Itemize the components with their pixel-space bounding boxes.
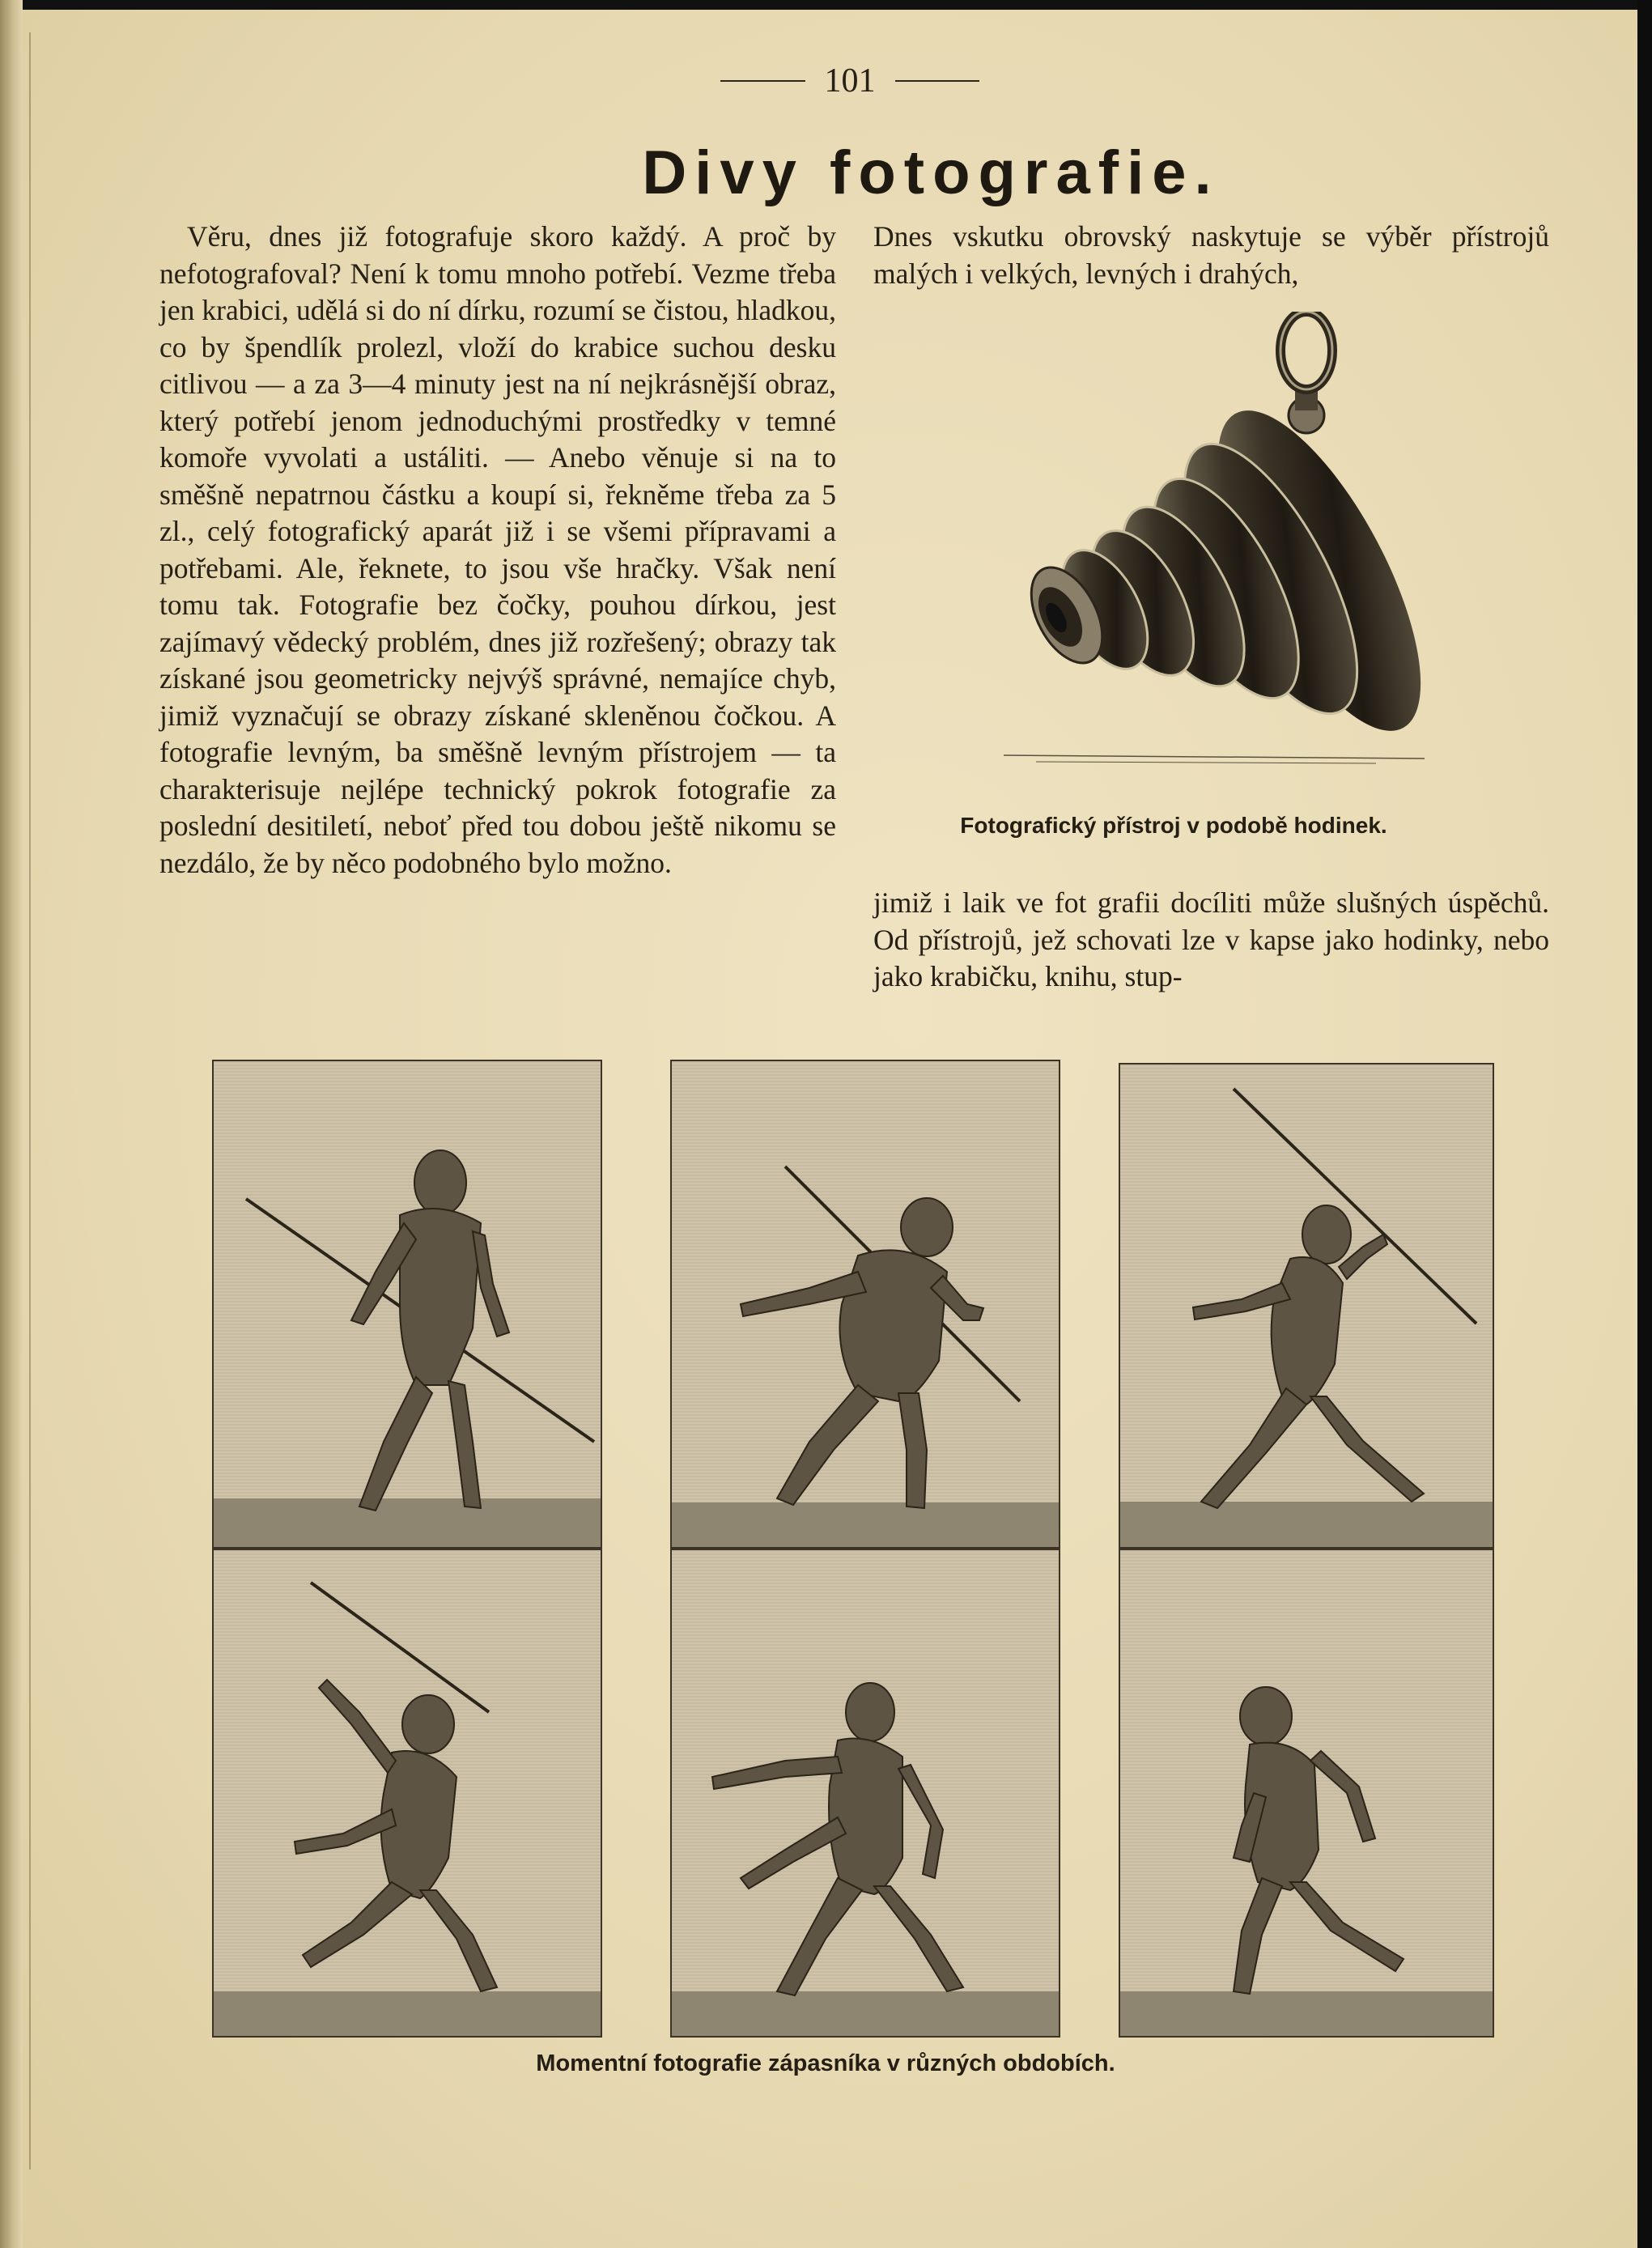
athlete-photo-3 bbox=[1119, 1063, 1494, 1549]
athlete-photo-5 bbox=[670, 1549, 1060, 2038]
gutter-line bbox=[29, 32, 31, 2169]
right-paragraph-top: Dnes vskutku obrovský naskytuje se výběr přístrojů malých i velkých, levných i drahých, bbox=[873, 220, 1549, 290]
header-rule-left bbox=[720, 80, 805, 82]
athlete-photo-2 bbox=[670, 1060, 1060, 1549]
page-number-header bbox=[720, 57, 979, 105]
page-number: 101 bbox=[824, 62, 876, 100]
right-column-top bbox=[873, 219, 1549, 292]
athlete-photos-caption: Momentní fotografie zápasníka v různých obdobích. bbox=[536, 2050, 1115, 2076]
book-gutter bbox=[0, 0, 23, 2248]
pocket-camera-illustration bbox=[971, 312, 1457, 797]
left-paragraph: Věru, dnes již fotografuje skoro každý. A proč by nefotografoval? Není k tomu mnoho potřebí. Vezme třeba jen krabici, udělá si do ní dírku, rozumí se čistou, hladkou, co by špendlík prolezl, vloží do krabice suchou desku citlivou — a za 3—4 minuty jest na ní nejkrásnější obraz, který potřebí jenom jednoduchými prostředky v temné komoře vyvolati a ustáliti. — Anebo věnuje si na to směšně nepatrnou částku a koupí si, řekněme třeba za 5 zl., celý fotografický aparát již i se všemi přípravami a potřebami. Ale, řeknete, to jsou vše hračky. Však není tomu tak. Fotografie bez čočky, pouhou dírkou, jest zajímavý vědecký problém, dnes již rozřešený; obrazy tak získané jsou geometricky nejvýš správné, nemajíce chyb, jimiž vyznačují se obrazy získané skleněnou čočkou. A fotografie levným, ba směšně levným přístrojem — ta charakterisuje nejlépe technický pokrok fotografie za poslední desitiletí, neboť před tou dobou ještě nikomu se nezdálo, že by něco podobného bylo možno. bbox=[159, 220, 836, 879]
athlete-photo-1 bbox=[212, 1060, 602, 1549]
right-paragraph-bottom: jimiž i laik ve fot grafii docíliti může slušných úspěchů. Od přístrojů, jež schovati lze v kapse jako hodinky, nebo jako krabičku, knihu, stup- bbox=[873, 886, 1549, 992]
article-title: Divy fotografie. bbox=[642, 138, 1220, 207]
right-column-bottom bbox=[873, 885, 1549, 996]
athlete-photo-6 bbox=[1119, 1549, 1494, 2038]
camera-caption: Fotografický přístroj v podobě hodinek. bbox=[960, 813, 1387, 838]
scan-top-edge bbox=[0, 0, 1652, 10]
header-rule-right bbox=[895, 80, 980, 82]
left-column bbox=[159, 219, 836, 882]
scan-right-edge bbox=[1637, 0, 1652, 2248]
athlete-photo-4 bbox=[212, 1549, 602, 2038]
